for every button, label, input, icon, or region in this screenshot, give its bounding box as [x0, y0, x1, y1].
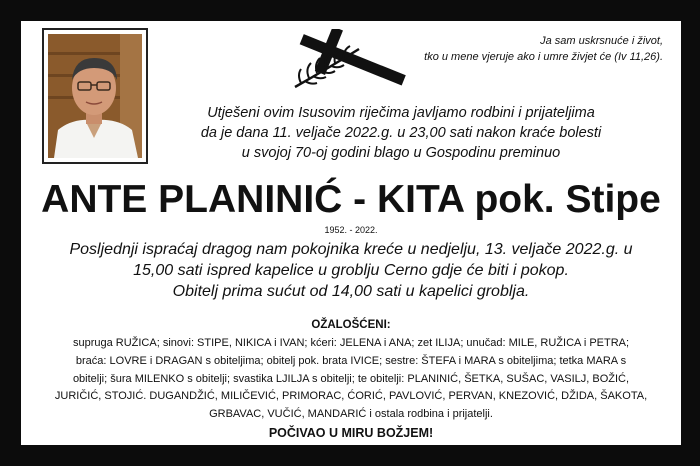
mourners-line-2: braća: LOVRE i DRAGAN s obiteljima; obitelj pok. brata IVICE; sestre: ŠTEFA i MARA s obiteljima; tetka MARA s: [75, 354, 627, 367]
mourners-line-1: supruga RUŽICA; sinovi: STIPE, NIKICA i IVAN; kćeri: JELENA i ANA; zet ILIJA; unučad: MILE, RUŽICA i PETRA;: [72, 337, 630, 349]
funeral-line-1: Posljednji ispraćaj dragog nam pokojnika kreće u nedjelju, 13. veljače 2022.g. u: [69, 241, 633, 258]
intro-line-1: Utješeni ovim Isusovim riječima javljamo rodbini i prijateljima: [207, 105, 595, 121]
intro-text: [161, 103, 641, 163]
mourners-line-3: obitelji; šura MILENKO s obitelji; svastika LJILJA s obitelji; te obitelji: PLANINIĆ, ŠETKA, SUŠAC, VASILJ, BOŽIĆ,: [72, 372, 630, 385]
cross-with-palm-icon: [287, 29, 417, 98]
intro-line-2: da je dana 11. veljače 2022.g. u 23,00 sati nakon kraće bolesti: [200, 125, 602, 141]
mourners-list: [29, 335, 673, 424]
closing-line: POČIVAO U MIRU BOŽJEM!: [268, 426, 434, 440]
mourners-heading: OŽALOŠĆENI:: [311, 319, 391, 331]
quote-line-1: Ja sam uskrsnuće i život,: [540, 35, 663, 47]
deceased-name: ANTE PLANINIĆ - KITA pok. Stipe: [41, 178, 661, 221]
portrait-frame: [42, 28, 148, 164]
funeral-info: [45, 239, 657, 302]
funeral-line-2: 15,00 sati ispred kapelice u groblju Cerno gdje će biti i pokop.: [133, 262, 569, 279]
mourners-line-5: GRBAVAC, VUČIĆ, MANDARIĆ i ostala rodbina i prijatelji.: [209, 408, 493, 421]
funeral-line-3: Obitelj prima sućut od 14,00 sati u kapelici groblja.: [172, 283, 530, 300]
obituary-card: [21, 21, 681, 445]
bible-quote: [423, 33, 663, 65]
portrait-photo: [48, 34, 142, 158]
life-dates: 1952. - 2022.: [324, 225, 378, 235]
mourners-line-4: JURIČIĆ, STOJIĆ. DUGANDŽIĆ, MILIČEVIĆ, PRIMORAC, ĆORIĆ, PAVLOVIĆ, PERVAN, KNEZOVIĆ, DŽIDA, ŠAKOTA,: [54, 390, 648, 403]
quote-line-2: tko u mene vjeruje ako i umre živjet će (Iv 11,26).: [424, 51, 663, 63]
intro-line-3: u svojoj 70-oj godini blago u Gospodinu preminuo: [241, 145, 561, 161]
